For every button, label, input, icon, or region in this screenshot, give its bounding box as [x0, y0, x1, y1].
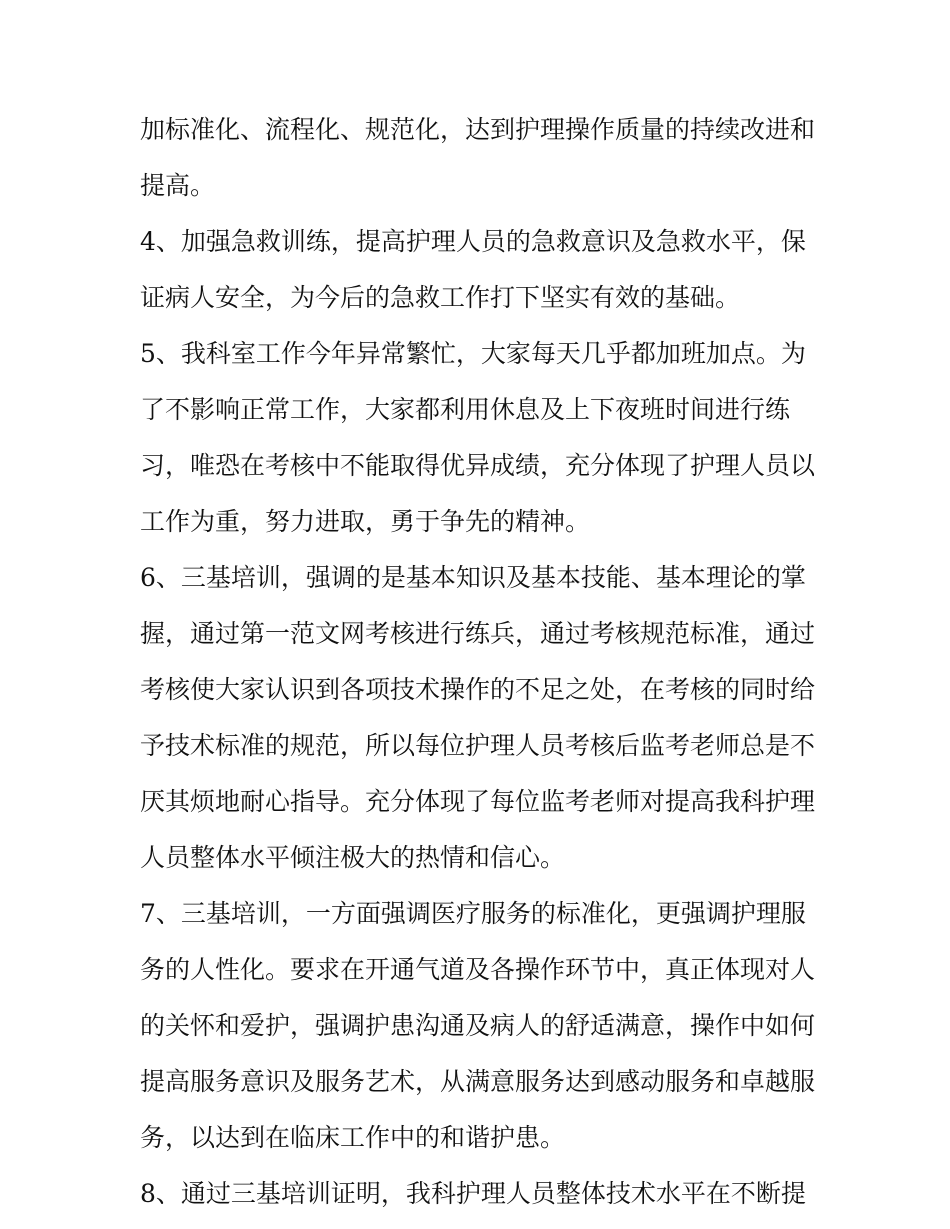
- text-line: 加标准化、流程化、规范化，达到护理操作质量的持续改进和: [140, 115, 816, 144]
- text-line: 务，以达到在临床工作中的和谐护患。: [140, 1123, 566, 1152]
- paragraph-item-4: [140, 214, 820, 326]
- text-line: 5、我科室工作今年异常繁忙，大家每天几乎都加班加点。为: [140, 339, 806, 368]
- text-line: 人员整体水平倾注极大的热情和信心。: [140, 843, 566, 872]
- text-line: 7、三基培训，一方面强调医疗服务的标准化，更强调护理服: [140, 899, 806, 928]
- paragraph-item-6: [140, 550, 820, 886]
- text-line: 习，唯恐在考核中不能取得优异成绩，充分体现了护理人员以: [140, 451, 816, 480]
- text-line: 的关怀和爱护，强调护患沟通及病人的舒适满意，操作中如何: [140, 1011, 816, 1040]
- text-line: 了不影响正常工作，大家都利用休息及上下夜班时间进行练: [140, 395, 791, 424]
- body-text: [140, 102, 820, 1222]
- text-line: 厌其烦地耐心指导。充分体现了每位监考老师对提高我科护理: [140, 787, 816, 816]
- paragraph-item-8: [140, 1166, 820, 1222]
- text-line: 考核使大家认识到各项技术操作的不足之处，在考核的同时给: [140, 675, 816, 704]
- text-line: 8、通过三基培训证明，我科护理人员整体技术水平在不断提: [140, 1179, 806, 1208]
- paragraph-item-7: [140, 886, 820, 1166]
- text-line: 6、三基培训，强调的是基本知识及基本技能、基本理论的掌: [140, 563, 806, 592]
- text-line: 4、加强急救训练，提高护理人员的急救意识及急救水平，保: [140, 227, 806, 256]
- text-line: 工作为重，努力进取，勇于争先的精神。: [140, 507, 591, 536]
- text-line: 务的人性化。要求在开通气道及各操作环节中，真正体现对人: [140, 955, 816, 984]
- text-line: 提高服务意识及服务艺术，从满意服务达到感动服务和卓越服: [140, 1067, 816, 1096]
- text-line: 握，通过第一范文网考核进行练兵，通过考核规范标准，通过: [140, 619, 816, 648]
- paragraph-continuation: [140, 102, 820, 214]
- paragraph-item-5: [140, 326, 820, 550]
- text-line: 证病人安全，为今后的急救工作打下坚实有效的基础。: [140, 283, 741, 312]
- text-line: 提高。: [140, 171, 216, 200]
- text-line: 予技术标准的规范，所以每位护理人员考核后监考老师总是不: [140, 731, 816, 760]
